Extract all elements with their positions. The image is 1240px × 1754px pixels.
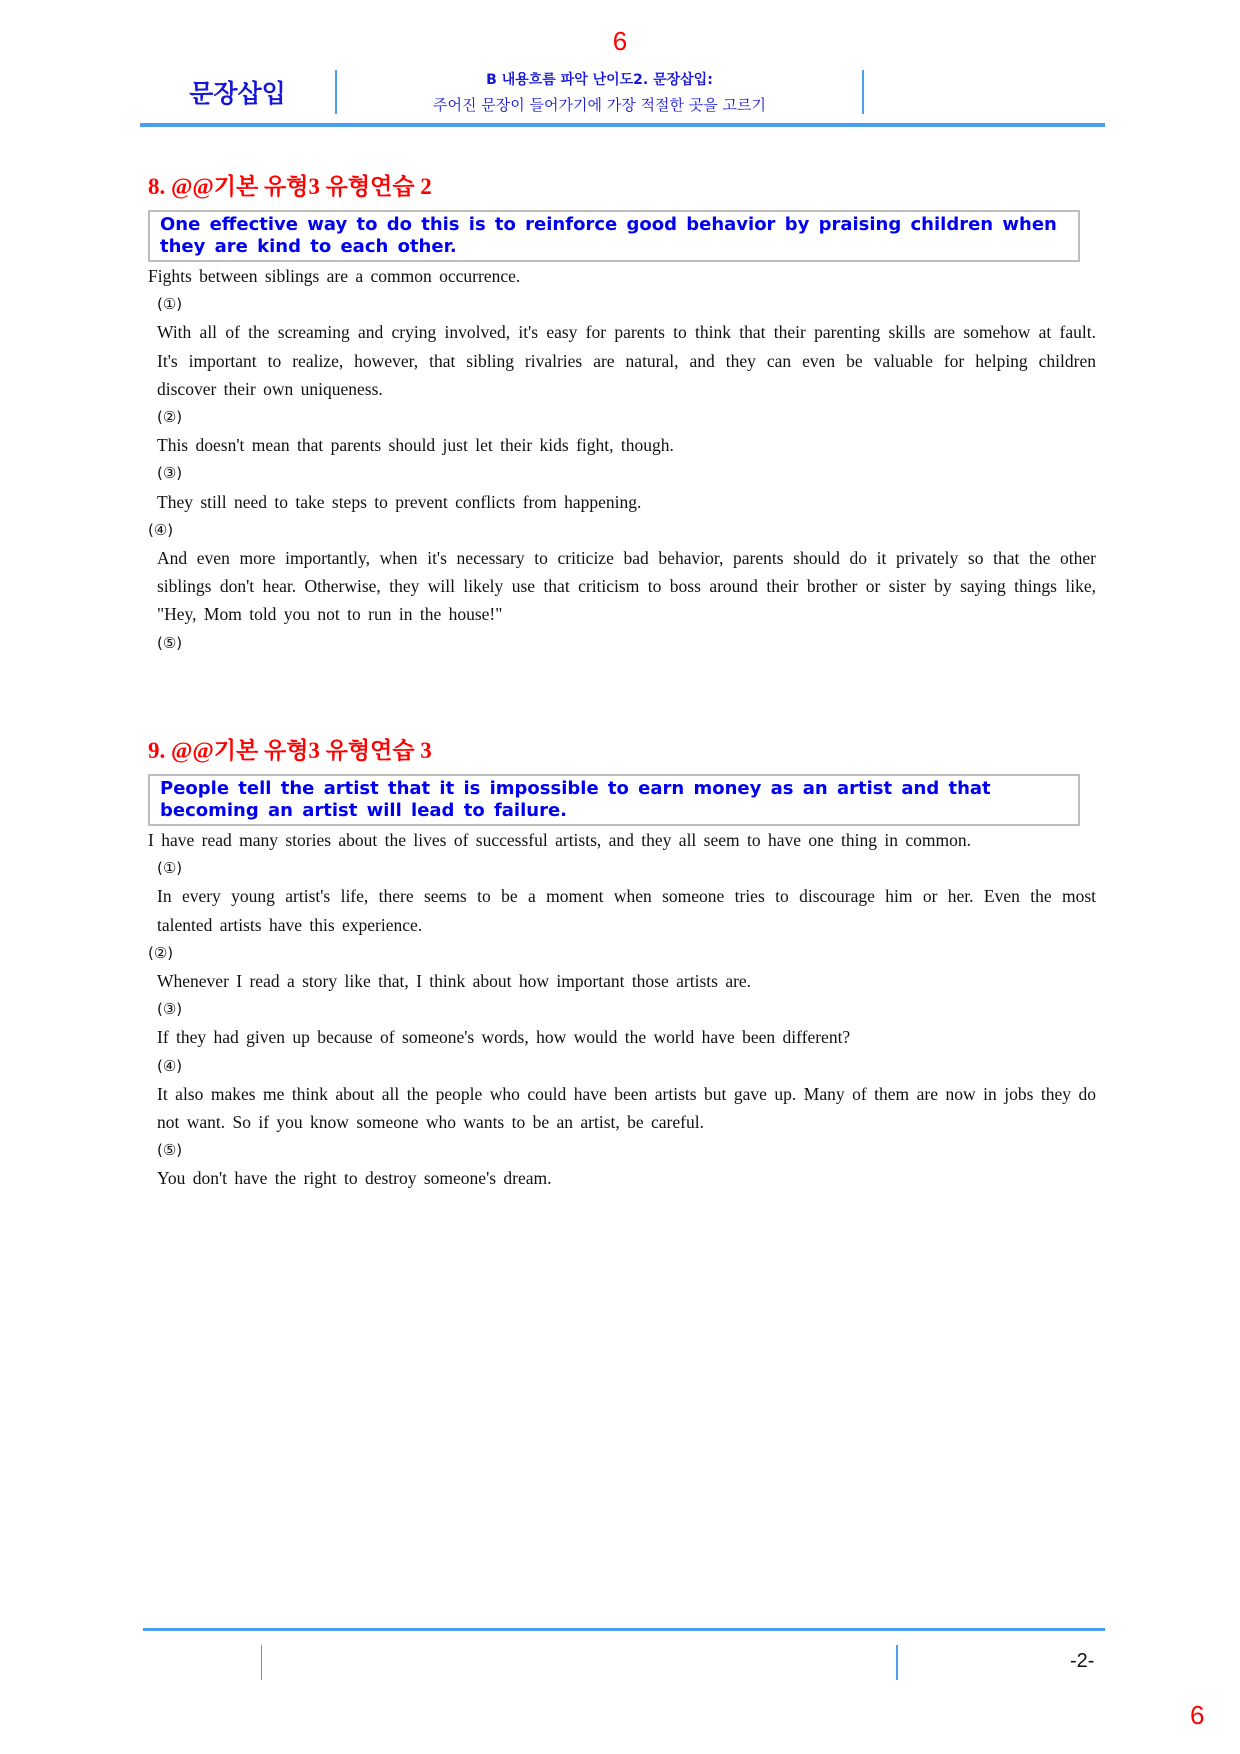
passage (148, 826, 1096, 1193)
insertion-marker-4: (④) (148, 520, 174, 539)
given-sentence-box: People tell the artist that it is impossible to earn money as an artist and that becoming an artist will lead to failure. (148, 774, 1080, 826)
header-rule (140, 123, 1105, 127)
passage-line: In every young artist's life, there seems to be a moment when someone tries to discourage him or her. Even the most talented artists have this experience. (157, 886, 1096, 935)
footer-divider (896, 1645, 898, 1680)
given-sentence-box: One effective way to do this is to reinforce good behavior by praising children when they are kind to each other. (148, 210, 1080, 262)
passage-line: Fights between siblings are a common occurrence. (148, 266, 521, 286)
question-8 (148, 172, 1100, 657)
question-title: 8. @@기본 유형3 유형연습 2 (148, 174, 432, 199)
passage (148, 262, 1096, 657)
insertion-marker-2: (②) (157, 408, 183, 427)
page-number-bottom: 6 (1190, 1700, 1205, 1730)
footer-page-label: -2- (1070, 1650, 1095, 1672)
passage-line: And even more importantly, when it's necessary to criticize bad behavior, parents should do it privately so that the other siblings don't hear. Otherwise, they will likely use that criticism to boss around their brother or sister by saying things like, "Hey, Mom told you not to run in the house!" (157, 548, 1096, 625)
insertion-marker-2: (②) (148, 943, 174, 962)
header-divider (862, 70, 864, 114)
passage-line: You don't have the right to destroy someone's dream. (157, 1168, 552, 1189)
page-header (140, 68, 1105, 126)
insertion-marker-5: (⑤) (157, 633, 183, 652)
insertion-marker-3: (③) (157, 1000, 183, 1019)
passage-line: They still need to take steps to prevent conflicts from happening. (157, 491, 642, 512)
question-9 (148, 736, 1100, 1193)
insertion-marker-1: (①) (157, 295, 183, 314)
passage-line: With all of the screaming and crying involved, it's easy for parents to think that their parenting skills are somehow at fault. It's important to realize, however, that sibling rivalries are natural, and they can even be valuable for helping children discover their own uniqueness. (157, 322, 1096, 399)
passage-line: This doesn't mean that parents should just let their kids fight, though. (157, 435, 674, 456)
insertion-marker-1: (①) (157, 859, 183, 878)
passage-line: It also makes me think about all the people who could have been artists but gave up. Many of them are now in jobs they do not want. So if you know someone who wants to be an artist, be careful. (157, 1083, 1096, 1133)
insertion-marker-5: (⑤) (157, 1141, 183, 1160)
header-subtitle-line1: B 내용흐름 파악 난이도2. 문장삽입: (486, 72, 713, 88)
insertion-marker-4: (④) (157, 1056, 183, 1075)
footer-rule (143, 1628, 1105, 1631)
question-title: 9. @@기본 유형3 유형연습 3 (148, 738, 432, 763)
passage-line: Whenever I read a story like that, I think about how important those artists are. (157, 971, 752, 992)
insertion-marker-3: (③) (157, 464, 183, 483)
passage-line: I have read many stories about the lives of successful artists, and they all seem to have one thing in common. (148, 830, 971, 850)
page-number-top: 6 (612, 26, 628, 56)
footer-divider (261, 1645, 262, 1680)
passage-line: If they had given up because of someone's words, how would the world have been different? (157, 1027, 851, 1048)
header-subtitle (337, 68, 862, 118)
header-title: 문장삽입 (189, 79, 286, 108)
header-subtitle-line2: 주어진 문장이 들어가기에 가장 적절한 곳을 고르기 (433, 96, 766, 114)
